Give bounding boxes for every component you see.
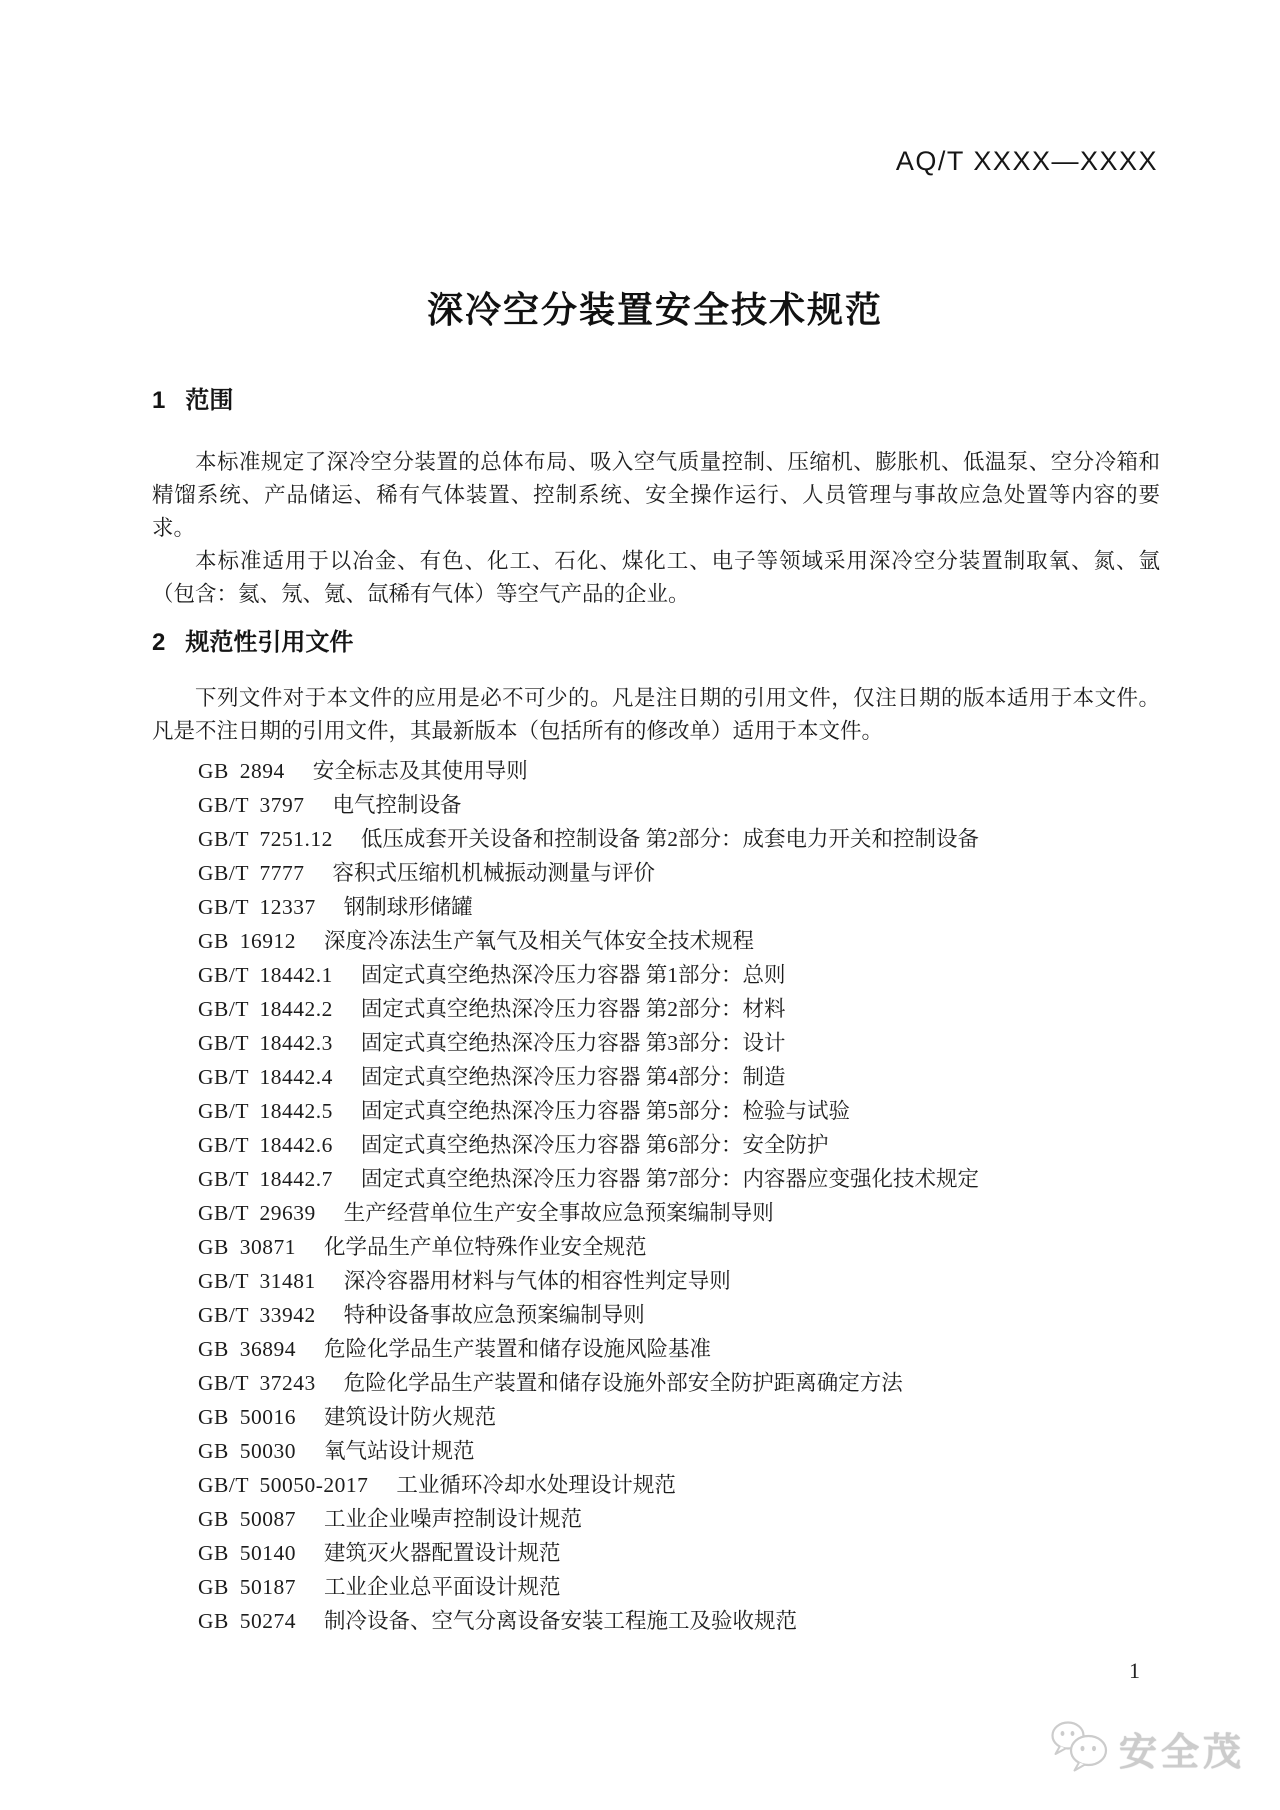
reference-item <box>198 958 1190 992</box>
reference-code: GB/T 18442.7 <box>198 1167 333 1191</box>
page-number: 1 <box>1129 1658 1140 1683</box>
reference-title: 工业企业噪声控制设计规范 <box>324 1507 583 1531</box>
reference-item <box>198 1570 1190 1604</box>
reference-code: GB/T 31481 <box>198 1269 316 1293</box>
reference-title: 深冷容器用材料与气体的相容性判定导则 <box>343 1269 731 1293</box>
reference-title: 建筑设计防火规范 <box>324 1405 497 1429</box>
reference-code: GB/T 29639 <box>198 1201 316 1225</box>
section-1-number: 1 <box>152 387 166 414</box>
reference-item <box>198 890 1190 924</box>
reference-title: 固定式真空绝热深冷压力容器 第1部分：总则 <box>360 963 786 987</box>
section-1-title: 范围 <box>185 387 234 414</box>
scope-paragraph-2: 本标准适用于以冶金、有色、化工、石化、煤化工、电子等领域采用深冷空分装置制取氧、氮、氩（包含：氦、氖、氪、氙稀有气体）等空气产品的企业。 <box>152 549 1160 606</box>
reference-title: 工业循环冷却水处理设计规范 <box>396 1473 676 1497</box>
reference-item <box>198 788 1190 822</box>
reference-title: 制冷设备、空气分离设备安装工程施工及验收规范 <box>324 1609 798 1633</box>
reference-code: GB/T 18442.3 <box>198 1031 333 1055</box>
reference-item <box>198 1400 1190 1434</box>
reference-title: 氧气站设计规范 <box>324 1439 475 1463</box>
reference-item <box>198 1536 1190 1570</box>
reference-title: 工业企业总平面设计规范 <box>324 1575 561 1599</box>
reference-item <box>198 924 1190 958</box>
reference-title: 低压成套开关设备和控制设备 第2部分：成套电力开关和控制设备 <box>360 827 979 851</box>
section-2-number: 2 <box>152 629 166 656</box>
reference-code: GB/T 37243 <box>198 1371 316 1395</box>
reference-title: 固定式真空绝热深冷压力容器 第6部分：安全防护 <box>360 1133 829 1157</box>
reference-code: GB/T 18442.2 <box>198 997 333 1021</box>
reference-code: GB/T 18442.6 <box>198 1133 333 1157</box>
reference-code: GB 50030 <box>198 1439 296 1463</box>
reference-item <box>198 1332 1190 1366</box>
reference-code: GB 50274 <box>198 1609 296 1633</box>
watermark-text: 安全茂 <box>1118 1732 1245 1774</box>
reference-code: GB/T 18442.5 <box>198 1099 333 1123</box>
reference-code: GB 2894 <box>198 759 285 783</box>
reference-code: GB 50187 <box>198 1575 296 1599</box>
reference-item <box>198 1196 1190 1230</box>
reference-title: 容积式压缩机机械振动测量与评价 <box>332 861 655 885</box>
reference-item <box>198 1060 1190 1094</box>
reference-item <box>198 822 1190 856</box>
reference-title: 电气控制设备 <box>332 793 462 817</box>
section-2-heading <box>152 622 353 657</box>
reference-title: 危险化学品生产装置和储存设施外部安全防护距离确定方法 <box>343 1371 903 1395</box>
reference-item <box>198 1026 1190 1060</box>
reference-code: GB/T 18442.4 <box>198 1065 333 1089</box>
doc-title: 深冷空分装置安全技术规范 <box>426 289 883 330</box>
reference-title: 深度冷冻法生产氧气及相关气体安全技术规程 <box>324 929 755 953</box>
reference-item <box>198 1366 1190 1400</box>
reference-title: 固定式真空绝热深冷压力容器 第7部分：内容器应变强化技术规定 <box>360 1167 979 1191</box>
reference-item <box>198 1604 1190 1638</box>
reference-title: 钢制球形储罐 <box>343 895 473 919</box>
reference-code: GB/T 7777 <box>198 861 305 885</box>
reference-title: 危险化学品生产装置和储存设施风险基准 <box>324 1337 712 1361</box>
reference-item <box>198 856 1190 890</box>
reference-code: GB/T 7251.12 <box>198 827 333 851</box>
reference-item <box>198 1162 1190 1196</box>
reference-code: GB 16912 <box>198 929 296 953</box>
reference-title: 固定式真空绝热深冷压力容器 第2部分：材料 <box>360 997 786 1021</box>
reference-item <box>198 1468 1190 1502</box>
reference-title: 化学品生产单位特殊作业安全规范 <box>324 1235 647 1259</box>
reference-code: GB 50140 <box>198 1541 296 1565</box>
reference-code: GB/T 18442.1 <box>198 963 333 987</box>
reference-title: 固定式真空绝热深冷压力容器 第5部分：检验与试验 <box>360 1099 850 1123</box>
reference-item <box>198 1230 1190 1264</box>
reference-item <box>198 1434 1190 1468</box>
wechat-chat-bubbles-icon <box>1049 1720 1109 1777</box>
section-1-heading <box>152 380 233 415</box>
references-intro <box>152 682 1160 748</box>
reference-item <box>198 1094 1190 1128</box>
reference-code: GB/T 12337 <box>198 895 316 919</box>
reference-title: 固定式真空绝热深冷压力容器 第4部分：制造 <box>360 1065 786 1089</box>
section-2-title: 规范性引用文件 <box>185 629 354 656</box>
reference-item <box>198 1264 1190 1298</box>
reference-code: GB 50016 <box>198 1405 296 1429</box>
reference-title: 安全标志及其使用导则 <box>312 759 528 783</box>
references-list <box>198 754 1190 1638</box>
reference-title: 固定式真空绝热深冷压力容器 第3部分：设计 <box>360 1031 786 1055</box>
reference-code: GB 50087 <box>198 1507 296 1531</box>
references-intro-paragraph: 下列文件对于本文件的应用是必不可少的。凡是注日期的引用文件，仅注日期的版本适用于本文件。凡是不注日期的引用文件，其最新版本（包括所有的修改单）适用于本文件。 <box>152 686 1160 743</box>
reference-code: GB/T 3797 <box>198 793 305 817</box>
reference-title: 建筑灭火器配置设计规范 <box>324 1541 561 1565</box>
reference-title: 特种设备事故应急预案编制导则 <box>343 1303 645 1327</box>
reference-item <box>198 992 1190 1026</box>
reference-code: GB 36894 <box>198 1337 296 1361</box>
reference-item <box>198 754 1190 788</box>
scope-paragraph-1: 本标准规定了深冷空分装置的总体布局、吸入空气质量控制、压缩机、膨胀机、低温泵、空分冷箱和精馏系统、产品储运、稀有气体装置、控制系统、安全操作运行、人员管理与事故应急处置等内容的要求。 <box>152 450 1160 540</box>
watermark <box>1049 1720 1245 1777</box>
reference-title: 生产经营单位生产安全事故应急预案编制导则 <box>343 1201 774 1225</box>
reference-code: GB 30871 <box>198 1235 296 1259</box>
reference-code: GB/T 33942 <box>198 1303 316 1327</box>
doc-number: AQ/T XXXX—XXXX <box>895 146 1158 176</box>
reference-item <box>198 1298 1190 1332</box>
scope-paragraphs <box>152 446 1160 611</box>
reference-item <box>198 1128 1190 1162</box>
reference-code: GB/T 50050-2017 <box>198 1473 369 1497</box>
reference-item <box>198 1502 1190 1536</box>
